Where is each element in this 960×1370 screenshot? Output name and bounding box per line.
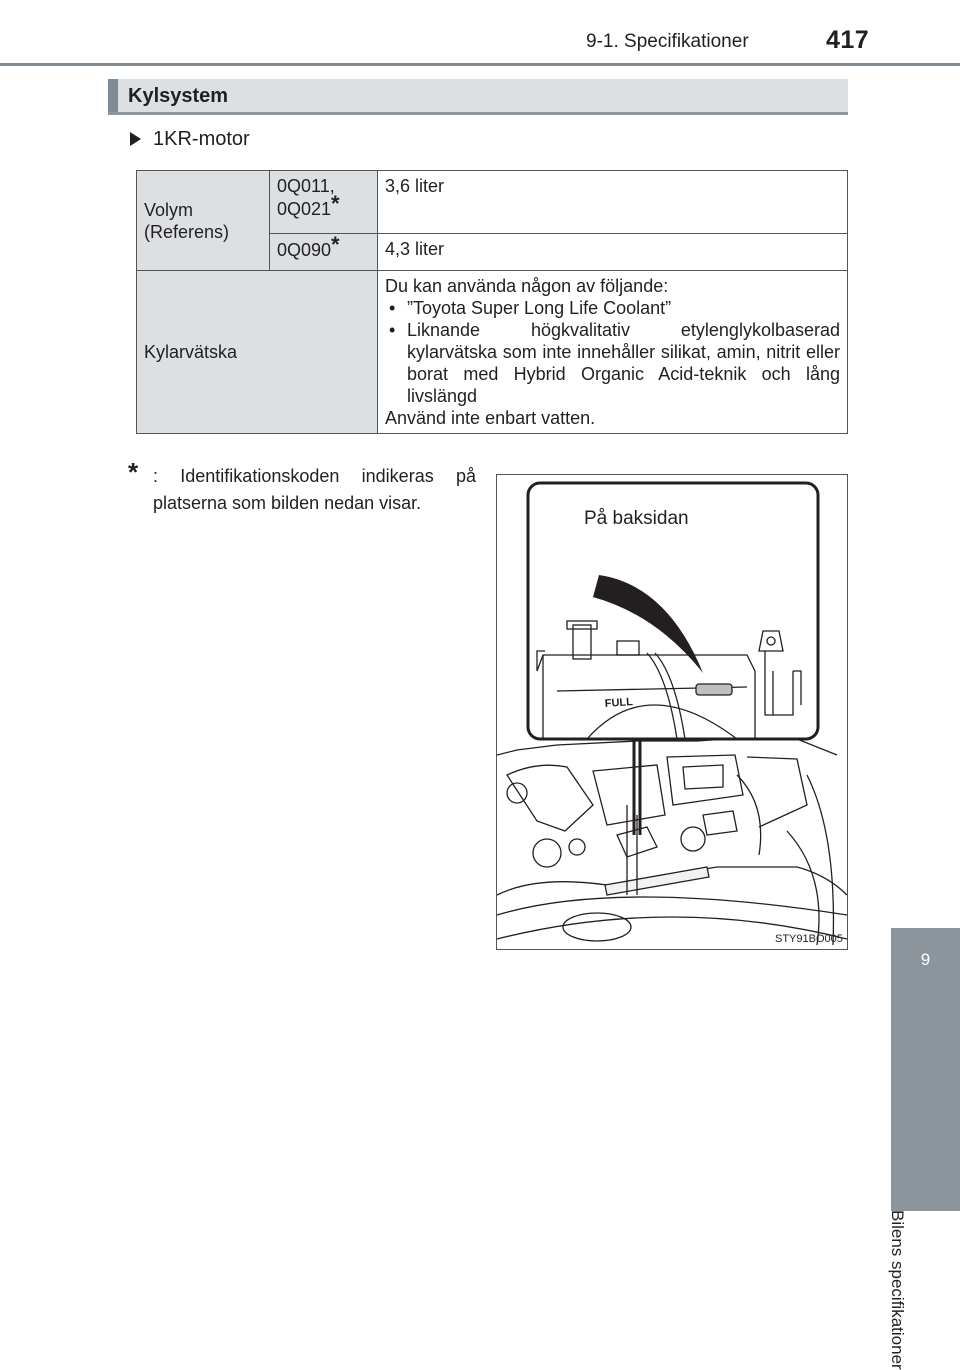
chapter-tab [891,928,960,1211]
volume-label-cell [137,171,270,271]
section-title-accent [108,79,118,112]
volume-value-cell-1 [378,171,848,234]
coolant-note: Använd inte enbart vatten. [385,408,596,428]
volume-value-1: 3,6 liter [385,176,445,196]
engine-heading [130,128,250,151]
page-header [0,0,960,70]
coolant-label-cell [137,271,378,434]
section-title-bar [108,79,848,115]
illustration-caption: På baksidan [584,508,689,529]
chapter-number: 9 [920,950,931,969]
engine-heading-text: 1KR-motor [153,128,250,150]
section-reference: 9-1. Specifikationer [586,31,749,52]
engine-bay-illustration [496,474,848,950]
code-cell-2 [270,234,378,271]
tank-full-marking: FULL [604,696,634,710]
engine-bay-drawing [497,475,847,949]
volume-value-2: 4,3 liter [385,239,445,259]
header-divider [0,63,960,66]
footnote-star: * [128,457,139,487]
code-cell-1 [270,171,378,234]
coolant-spec-table [136,170,848,434]
page-number: 417 [826,26,870,54]
footnote-text: : Identifikationskoden indikeras på platserna som bilden nedan visar. [153,466,476,513]
footnote [128,457,476,517]
illustration-code: STY91BO005 [775,933,843,945]
engine-compartment [497,737,847,945]
section-title: Kylsystem [128,85,229,107]
coolant-options-list [385,297,840,407]
list-item: • Liknande högkvalitativ etylenglykolbaserad kylarvätska som inte innehåller silikat, amin, nitrit eller borat med Hybrid Organic Acid-teknik och lång livslängd [385,319,840,407]
volume-label-line1: Volym [144,199,194,220]
footnote-star-marker: * [331,191,340,216]
volume-label-line2: (Referens) [144,221,230,242]
identification-label [696,684,732,695]
coolant-intro: Du kan använda någon av följande: [385,276,669,296]
code-line2: 0Q021 [277,199,332,219]
chapter-label-text: Bilens specifikationer [888,1210,907,1370]
coolant-label: Kylarvätska [144,342,238,362]
triangle-bullet-icon [130,132,141,146]
footnote-star-marker: * [331,232,340,257]
list-item: • ”Toyota Super Long Life Coolant” [385,297,840,319]
coolant-value-cell [378,271,848,434]
table-row [137,171,848,234]
table-row [137,271,848,434]
volume-value-cell-2 [378,234,848,271]
code-line1: 0Q011, [277,176,335,196]
code-2: 0Q090 [277,240,332,260]
